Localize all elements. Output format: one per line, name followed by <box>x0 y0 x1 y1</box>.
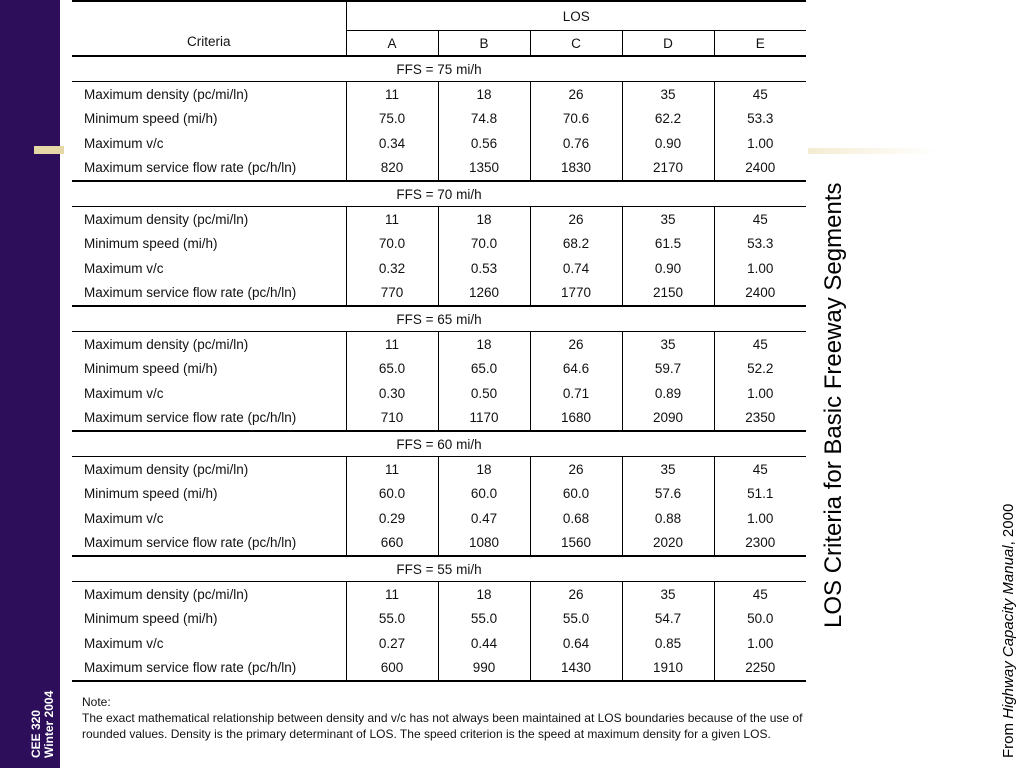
table-cell: 55.0 <box>438 607 530 632</box>
table-row <box>72 332 806 357</box>
table-row <box>72 607 806 632</box>
table-cell: 1350 <box>438 156 530 182</box>
ffs-group-header <box>72 431 806 457</box>
table-row <box>72 531 806 557</box>
ffs-group-header <box>72 556 806 582</box>
table-cell: 770 <box>346 281 438 307</box>
los-level-e: E <box>714 31 806 57</box>
table-cell: 0.32 <box>346 256 438 281</box>
table-cell: 35 <box>622 457 714 482</box>
los-criteria-table <box>72 0 806 682</box>
table-cell: 35 <box>622 207 714 232</box>
table-cell: 11 <box>346 582 438 607</box>
table-cell: 1830 <box>530 156 622 182</box>
slide-title: LOS Criteria for Basic Freeway Segments <box>820 182 847 628</box>
table-cell: 45 <box>714 332 806 357</box>
row-label: Maximum density (pc/mi/ln) <box>84 336 249 352</box>
table-cell: 1.00 <box>714 381 806 406</box>
table-cell: 26 <box>530 332 622 357</box>
table-cell: 55.0 <box>530 607 622 632</box>
table-cell: 50.0 <box>714 607 806 632</box>
row-label: Maximum service flow rate (pc/h/ln) <box>72 531 346 557</box>
row-label: Maximum service flow rate (pc/h/ln) <box>72 281 346 307</box>
table-row <box>72 656 806 682</box>
table-row <box>72 482 806 507</box>
table-cell: 0.90 <box>622 131 714 156</box>
table-row <box>72 156 806 182</box>
note-heading: Note: <box>82 695 111 709</box>
table-cell: 1910 <box>622 656 714 682</box>
row-label: Minimum speed (mi/h) <box>84 486 218 502</box>
table-row <box>72 281 806 307</box>
table-cell: 0.71 <box>530 381 622 406</box>
table-cell: 710 <box>346 406 438 432</box>
table-cell: 0.64 <box>530 631 622 656</box>
table-cell: 57.6 <box>622 482 714 507</box>
los-level-a: A <box>346 31 438 57</box>
table-cell: 54.7 <box>622 607 714 632</box>
table-cell: 64.6 <box>530 357 622 382</box>
table-cell: 60.0 <box>346 482 438 507</box>
table-cell: 2300 <box>714 531 806 557</box>
los-level-b: B <box>438 31 530 57</box>
table-cell: 35 <box>622 332 714 357</box>
los-header: LOS <box>346 1 806 31</box>
row-label: Minimum speed (mi/h) <box>84 361 218 377</box>
table-cell: 18 <box>438 582 530 607</box>
table-cell: 1260 <box>438 281 530 307</box>
note-text: The exact mathematical relationship between density and v/c has not always been maintained at LOS boundaries because of the use of rounded values. Density is the primary determinant of LOS. The speed criterion is the speed at maximum density for a given LOS. <box>82 711 803 741</box>
ffs-label: FFS = 60 mi/h <box>72 431 806 457</box>
table-cell: 2150 <box>622 281 714 307</box>
table-cell: 0.44 <box>438 631 530 656</box>
row-label: Maximum v/c <box>84 510 164 526</box>
source-citation <box>1000 504 1018 758</box>
table-cell: 0.85 <box>622 631 714 656</box>
table-row <box>72 131 806 156</box>
table-cell: 0.34 <box>346 131 438 156</box>
table-cell: 53.3 <box>714 232 806 257</box>
row-label: Maximum density (pc/mi/ln) <box>84 211 249 227</box>
table-cell: 1080 <box>438 531 530 557</box>
table-cell: 1.00 <box>714 631 806 656</box>
table-cell: 26 <box>530 82 622 107</box>
table-cell: 11 <box>346 207 438 232</box>
table-note <box>82 694 812 742</box>
table-cell: 60.0 <box>530 482 622 507</box>
table-cell: 0.56 <box>438 131 530 156</box>
table-cell: 990 <box>438 656 530 682</box>
ffs-group-header <box>72 181 806 207</box>
table-cell: 600 <box>346 656 438 682</box>
ffs-label: FFS = 65 mi/h <box>72 306 806 332</box>
table-cell: 65.0 <box>438 357 530 382</box>
table-cell: 2020 <box>622 531 714 557</box>
row-label: Maximum density (pc/mi/ln) <box>84 586 249 602</box>
table-cell: 18 <box>438 207 530 232</box>
table-cell: 0.27 <box>346 631 438 656</box>
table-cell: 52.2 <box>714 357 806 382</box>
table-row <box>72 506 806 531</box>
table-cell: 2400 <box>714 281 806 307</box>
table-cell: 0.74 <box>530 256 622 281</box>
table-row <box>72 82 806 107</box>
table-cell: 75.0 <box>346 107 438 132</box>
table-cell: 2090 <box>622 406 714 432</box>
table-row <box>72 232 806 257</box>
table-cell: 59.7 <box>622 357 714 382</box>
table-cell: 660 <box>346 531 438 557</box>
table-cell: 60.0 <box>438 482 530 507</box>
table-row <box>72 582 806 607</box>
table-cell: 2400 <box>714 156 806 182</box>
table-cell: 65.0 <box>346 357 438 382</box>
table-cell: 1770 <box>530 281 622 307</box>
table-cell: 70.0 <box>346 232 438 257</box>
row-label: Maximum v/c <box>84 135 164 151</box>
table-cell: 0.53 <box>438 256 530 281</box>
table-row <box>72 107 806 132</box>
table-cell: 55.0 <box>346 607 438 632</box>
table-cell: 2250 <box>714 656 806 682</box>
course-label <box>0 0 60 768</box>
table-cell: 26 <box>530 457 622 482</box>
table-cell: 11 <box>346 457 438 482</box>
table-row <box>72 631 806 656</box>
row-label: Maximum service flow rate (pc/h/ln) <box>72 406 346 432</box>
table-cell: 1430 <box>530 656 622 682</box>
table-cell: 68.2 <box>530 232 622 257</box>
table-cell: 1170 <box>438 406 530 432</box>
table-cell: 2350 <box>714 406 806 432</box>
table-cell: 820 <box>346 156 438 182</box>
accent-bar-right <box>808 148 938 154</box>
table-cell: 1.00 <box>714 506 806 531</box>
table-cell: 45 <box>714 582 806 607</box>
table-cell: 18 <box>438 457 530 482</box>
table-cell: 35 <box>622 582 714 607</box>
table-cell: 45 <box>714 457 806 482</box>
ffs-label: FFS = 75 mi/h <box>72 56 806 82</box>
table-cell: 61.5 <box>622 232 714 257</box>
table-cell: 0.68 <box>530 506 622 531</box>
row-label: Maximum service flow rate (pc/h/ln) <box>72 156 346 182</box>
table-cell: 62.2 <box>622 107 714 132</box>
source-book: Highway Capacity Manual <box>1000 545 1017 719</box>
los-table-container <box>72 0 806 682</box>
ffs-label: FFS = 70 mi/h <box>72 181 806 207</box>
table-cell: 45 <box>714 82 806 107</box>
table-cell: 1560 <box>530 531 622 557</box>
table-cell: 70.6 <box>530 107 622 132</box>
los-level-c: C <box>530 31 622 57</box>
ffs-label: FFS = 55 mi/h <box>72 556 806 582</box>
table-cell: 18 <box>438 332 530 357</box>
row-label: Maximum density (pc/mi/ln) <box>84 461 249 477</box>
los-level-d: D <box>622 31 714 57</box>
table-cell: 51.1 <box>714 482 806 507</box>
table-row <box>72 381 806 406</box>
table-cell: 18 <box>438 82 530 107</box>
row-label: Maximum v/c <box>84 260 164 276</box>
ffs-group-header <box>72 306 806 332</box>
row-label: Maximum v/c <box>84 385 164 401</box>
table-cell: 11 <box>346 82 438 107</box>
table-cell: 1680 <box>530 406 622 432</box>
table-cell: 0.89 <box>622 381 714 406</box>
table-row <box>72 207 806 232</box>
table-cell: 2170 <box>622 156 714 182</box>
source-year: , 2000 <box>1000 503 1017 546</box>
criteria-header: Criteria <box>72 1 346 56</box>
row-label: Minimum speed (mi/h) <box>84 111 218 127</box>
table-cell: 45 <box>714 207 806 232</box>
course-term: Winter 2004 <box>42 690 56 758</box>
table-cell: 0.90 <box>622 256 714 281</box>
table-cell: 0.76 <box>530 131 622 156</box>
table-cell: 35 <box>622 82 714 107</box>
row-label: Maximum service flow rate (pc/h/ln) <box>72 656 346 682</box>
table-cell: 0.88 <box>622 506 714 531</box>
ffs-group-header <box>72 56 806 82</box>
row-label: Minimum speed (mi/h) <box>84 611 218 627</box>
table-cell: 0.50 <box>438 381 530 406</box>
table-cell: 26 <box>530 582 622 607</box>
table-cell: 0.30 <box>346 381 438 406</box>
table-row <box>72 457 806 482</box>
table-cell: 0.47 <box>438 506 530 531</box>
row-label: Minimum speed (mi/h) <box>84 236 218 252</box>
table-cell: 0.29 <box>346 506 438 531</box>
table-row <box>72 406 806 432</box>
table-cell: 70.0 <box>438 232 530 257</box>
table-cell: 26 <box>530 207 622 232</box>
table-cell: 74.8 <box>438 107 530 132</box>
table-cell: 53.3 <box>714 107 806 132</box>
row-label: Maximum v/c <box>84 635 164 651</box>
source-prefix: From <box>1000 718 1017 758</box>
table-row <box>72 256 806 281</box>
table-cell: 1.00 <box>714 256 806 281</box>
row-label: Maximum density (pc/mi/ln) <box>84 86 249 102</box>
course-code: CEE 320 <box>29 709 43 758</box>
table-cell: 1.00 <box>714 131 806 156</box>
table-row <box>72 357 806 382</box>
table-cell: 11 <box>346 332 438 357</box>
accent-bar-left <box>34 146 64 154</box>
